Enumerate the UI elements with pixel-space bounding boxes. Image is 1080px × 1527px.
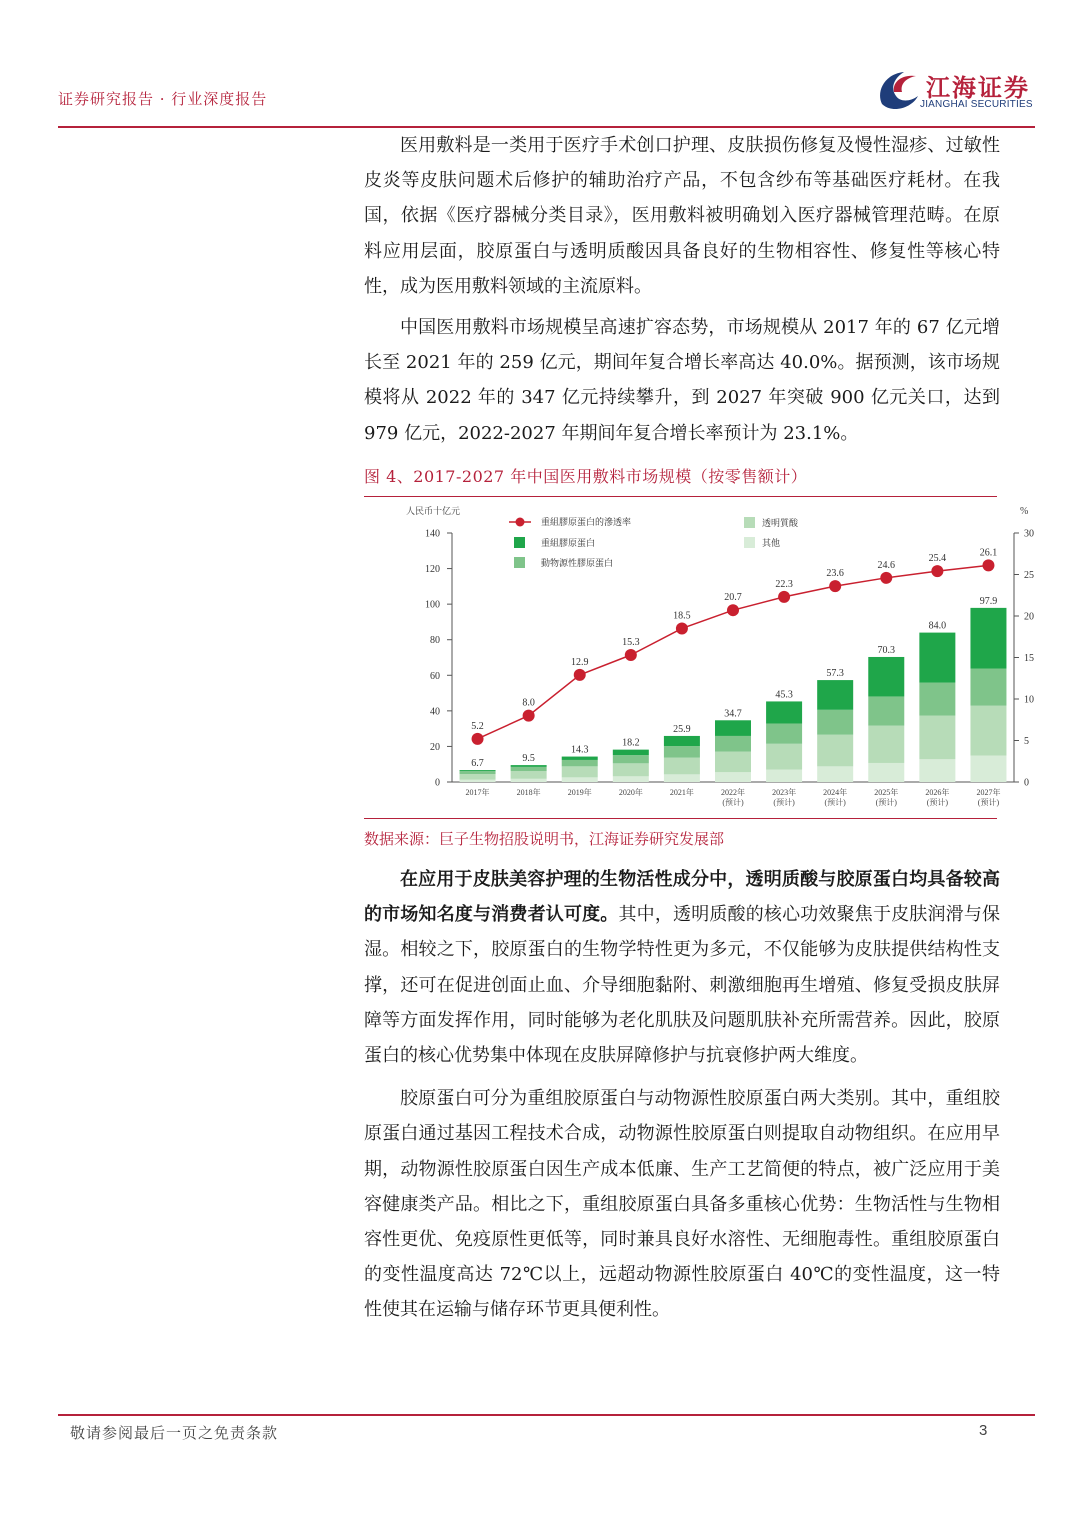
bar-segment xyxy=(868,763,904,782)
bar-segment xyxy=(919,716,955,760)
penetration-point xyxy=(982,559,994,571)
bar-segment xyxy=(460,770,496,771)
bar-segment xyxy=(715,736,751,752)
header-title: 证券研究报告 · 行业深度报告 xyxy=(58,90,268,108)
bar-segment xyxy=(766,723,802,743)
x-tick-label: 2026年 xyxy=(925,788,950,797)
paragraph-collagen-advantages xyxy=(364,862,1000,1073)
bar-segment xyxy=(511,771,547,779)
bar-segment xyxy=(970,706,1006,756)
figure-bottom-rule xyxy=(364,818,997,819)
penetration-label: 20.7 xyxy=(724,592,742,604)
y-tick-label-left: 60 xyxy=(430,670,440,682)
bar-total-label: 14.3 xyxy=(570,744,589,756)
x-tick-label: 2020年 xyxy=(618,788,643,797)
bar-segment xyxy=(715,720,751,736)
legend-label-hyaluronic: 透明質酸 xyxy=(762,518,799,528)
y-tick-label-right: 30 xyxy=(1024,528,1034,540)
penetration-label: 15.3 xyxy=(622,637,640,649)
bar-segment xyxy=(562,777,598,782)
paragraph-block-1 xyxy=(364,128,1000,451)
legend-label-animal: 動物源性膠原蛋白 xyxy=(541,558,614,568)
figure-top-rule xyxy=(364,496,997,497)
x-tick-label: 2027年 xyxy=(976,788,1001,797)
penetration-point xyxy=(625,649,637,661)
x-tick-label: 2019年 xyxy=(567,788,592,797)
legend-label-recombinant: 重組膠原蛋白 xyxy=(541,538,596,548)
x-tick-sublabel: (预计) xyxy=(977,798,1000,807)
bar-segment xyxy=(868,696,904,725)
bar-total-label: 70.3 xyxy=(877,644,896,656)
bar-total-label: 6.7 xyxy=(471,758,484,770)
bar-segment xyxy=(970,608,1006,669)
x-tick-sublabel: (预计) xyxy=(722,798,744,807)
x-tick-label: 2025年 xyxy=(874,788,899,797)
penetration-point xyxy=(931,565,943,577)
x-tick-label: 2023年 xyxy=(772,788,797,797)
y-tick-label-right: 5 xyxy=(1024,736,1029,747)
x-tick-label: 2022年 xyxy=(721,788,745,797)
penetration-label: 12.9 xyxy=(570,656,589,668)
bar-total-label: 18.2 xyxy=(622,737,640,749)
penetration-point xyxy=(676,622,688,634)
bar-segment xyxy=(766,744,802,770)
paragraph-bold-lead: 在应用于皮肤美容护理的生物活性成分中，透明质酸与胶原蛋白均具备较高的市场知名度与消费者认可度。 xyxy=(364,869,1000,926)
paragraph-dressing-definition: 医用敷料是一类用于医疗手术创口护理、皮肤损伤修复及慢性湿疹、过敏性皮炎等皮肤问题术后修护的辅助治疗产品，不包含纱布等基础医疗耗材。在我国，依据《医疗器械分类目录》，医用敷料被明确划入医疗器械管理范畴。在原料应用层面，胶原蛋白与透明质酸因具备良好的生物相容性、修复性等核心特性，成为医用敷料领域的主流原料。 xyxy=(364,135,1000,297)
bar-segment xyxy=(919,759,955,782)
bar-segment xyxy=(460,771,496,774)
bar-segment xyxy=(664,746,700,758)
penetration-label: 26.1 xyxy=(979,547,998,559)
bar-segment xyxy=(817,766,853,782)
penetration-label: 5.2 xyxy=(471,720,484,732)
market-size-chart xyxy=(364,500,1044,818)
y-tick-label-right: 20 xyxy=(1024,611,1034,623)
y-tick-label-left: 80 xyxy=(430,635,440,647)
legend-swatch-recombinant xyxy=(514,537,525,548)
bar-segment xyxy=(613,750,649,756)
bar-segment xyxy=(511,767,547,771)
footer-divider xyxy=(58,1414,1035,1416)
bar-total-label: 9.5 xyxy=(522,753,535,765)
x-tick-sublabel: (预计) xyxy=(875,798,897,807)
y-axis-right-label: % xyxy=(1020,506,1029,517)
y-tick-label-left: 0 xyxy=(435,777,440,789)
legend-label-penetration: 重組膠原蛋白的滲透率 xyxy=(541,517,632,527)
bar-segment xyxy=(511,779,547,782)
y-tick-label-right: 0 xyxy=(1024,777,1029,789)
bar-segment xyxy=(766,701,802,723)
x-tick-label: 2018年 xyxy=(516,788,541,797)
penetration-point xyxy=(829,580,841,592)
bar-segment xyxy=(511,765,547,767)
bar-segment xyxy=(562,757,598,760)
paragraph-block-2 xyxy=(364,862,1000,1328)
legend-swatch-other xyxy=(744,537,755,548)
page-number: 3 xyxy=(979,1422,988,1439)
bar-total-label: 97.9 xyxy=(979,595,998,607)
penetration-point xyxy=(523,710,535,722)
penetration-label: 8.0 xyxy=(522,697,535,709)
penetration-point xyxy=(778,591,790,603)
bar-segment xyxy=(460,780,496,782)
legend-line-marker xyxy=(516,518,525,527)
bar-total-label: 45.3 xyxy=(775,689,793,701)
bar-segment xyxy=(664,774,700,782)
y-axis-left-label: 人民币十亿元 xyxy=(406,506,461,516)
bar-segment xyxy=(562,760,598,766)
penetration-point xyxy=(472,733,484,745)
y-tick-label-right: 25 xyxy=(1024,570,1034,581)
y-tick-label-left: 120 xyxy=(425,564,440,576)
bar-total-label: 34.7 xyxy=(724,708,742,720)
x-tick-label: 2017年 xyxy=(465,788,490,797)
penetration-point xyxy=(880,572,892,584)
paragraph-collagen-detail: 其中，透明质酸的核心功效聚焦于皮肤润滑与保湿。相较之下，胶原蛋白的生物学特性更为多元，不仅能够为皮肤提供结构性支撑，还可在促进创面止血、介导细胞黏附、刺激细胞再生增殖、修复受损皮肤屏障等方面发挥作用，同时能够为老化肌肤及问题肌肤补充所需营养。因此，胶原蛋白的核心优势集中体现在皮肤屏障修护与抗衰修护两大维度。 xyxy=(364,904,1001,1067)
bar-segment xyxy=(613,776,649,782)
legend-swatch-hyaluronic xyxy=(744,517,755,528)
penetration-label: 22.3 xyxy=(775,578,793,590)
bar-segment xyxy=(715,772,751,782)
chart-svg xyxy=(364,500,1044,818)
company-logo xyxy=(874,66,1044,116)
bar-segment xyxy=(613,763,649,776)
penetration-label: 23.6 xyxy=(826,568,844,580)
bar-segment xyxy=(970,755,1006,782)
y-tick-label-right: 10 xyxy=(1024,694,1034,706)
paragraph-collagen-types: 胶原蛋白可分为重组胶原蛋白与动物源性胶原蛋白两大类别。其中，重组胶原蛋白通过基因工程技术合成，动物源性胶原蛋白则提取自动物组织。在应用早期，动物源性胶原蛋白因生产成本低廉、生产工艺简便的特点，被广泛应用于美容健康类产品。相比之下，重组胶原蛋白具备多重核心优势：生物活性与生物相容性更优、免疫原性更低等，同时兼具良好水溶性、无细胞毒性。重组胶原蛋白的变性温度高达 72℃以上，远超动物源性胶原蛋白 40℃的变性温度，这一特性使其在运输与储存环节更具便利性。 xyxy=(364,1088,1000,1321)
footer-disclaimer: 敬请参阅最后一页之免责条款 xyxy=(70,1424,279,1442)
bar-segment xyxy=(919,683,955,716)
bar-segment xyxy=(562,766,598,777)
bar-segment xyxy=(817,710,853,735)
penetration-point xyxy=(727,604,739,616)
bar-segment xyxy=(766,770,802,782)
bar-segment xyxy=(970,669,1006,706)
penetration-point xyxy=(574,669,586,681)
y-tick-label-left: 100 xyxy=(425,599,440,611)
penetration-label: 24.6 xyxy=(877,559,896,571)
legend-label-other: 其他 xyxy=(762,538,781,548)
bar-segment xyxy=(613,755,649,763)
x-tick-sublabel: (预计) xyxy=(824,798,846,807)
logo-swirl-icon xyxy=(874,66,924,114)
bar-segment xyxy=(664,758,700,775)
y-tick-label-left: 140 xyxy=(425,528,440,540)
y-tick-label-left: 20 xyxy=(430,741,440,753)
bar-segment xyxy=(868,657,904,696)
bar-total-label: 25.9 xyxy=(673,723,691,735)
bar-segment xyxy=(664,736,700,746)
x-tick-label: 2024年 xyxy=(823,788,848,797)
bar-segment xyxy=(868,726,904,763)
penetration-label: 18.5 xyxy=(673,610,691,622)
bar-segment xyxy=(817,735,853,767)
bar-segment xyxy=(715,752,751,773)
figure-source: 数据来源：巨子生物招股说明书，江海证券研究发展部 xyxy=(364,830,725,848)
logo-chinese-name: 江海证券 xyxy=(926,74,1030,102)
x-tick-sublabel: (预计) xyxy=(773,798,795,807)
bar-total-label: 57.3 xyxy=(826,668,844,680)
bar-total-label: 84.0 xyxy=(928,620,947,632)
figure-title: 图 4、2017-2027 年中国医用敷料市场规模（按零售额计） xyxy=(364,467,808,486)
y-tick-label-left: 40 xyxy=(430,706,440,718)
bar-segment xyxy=(919,633,955,683)
penetration-label: 25.4 xyxy=(928,553,947,565)
paragraph-market-size: 中国医用敷料市场规模呈高速扩容态势，市场规模从 2017 年的 67 亿元增长至 2021 年的 259 亿元，期间年复合增长率高达 40.0%。据预测，该市场规模将从 2022 年的 347 亿元持续攀升，到 2027 年突破 900 亿元关口，达到 979 亿元，2022-2027 年期间年复合增长率预计为 23.1%。 xyxy=(364,317,1000,444)
x-tick-label: 2021年 xyxy=(669,788,694,797)
x-tick-sublabel: (预计) xyxy=(926,798,949,807)
logo-english-name: JIANGHAI SECURITIES xyxy=(920,99,1033,110)
bar-segment xyxy=(460,774,496,780)
y-tick-label-right: 15 xyxy=(1024,653,1034,664)
bar-segment xyxy=(817,680,853,710)
legend-swatch-animal xyxy=(514,557,525,568)
